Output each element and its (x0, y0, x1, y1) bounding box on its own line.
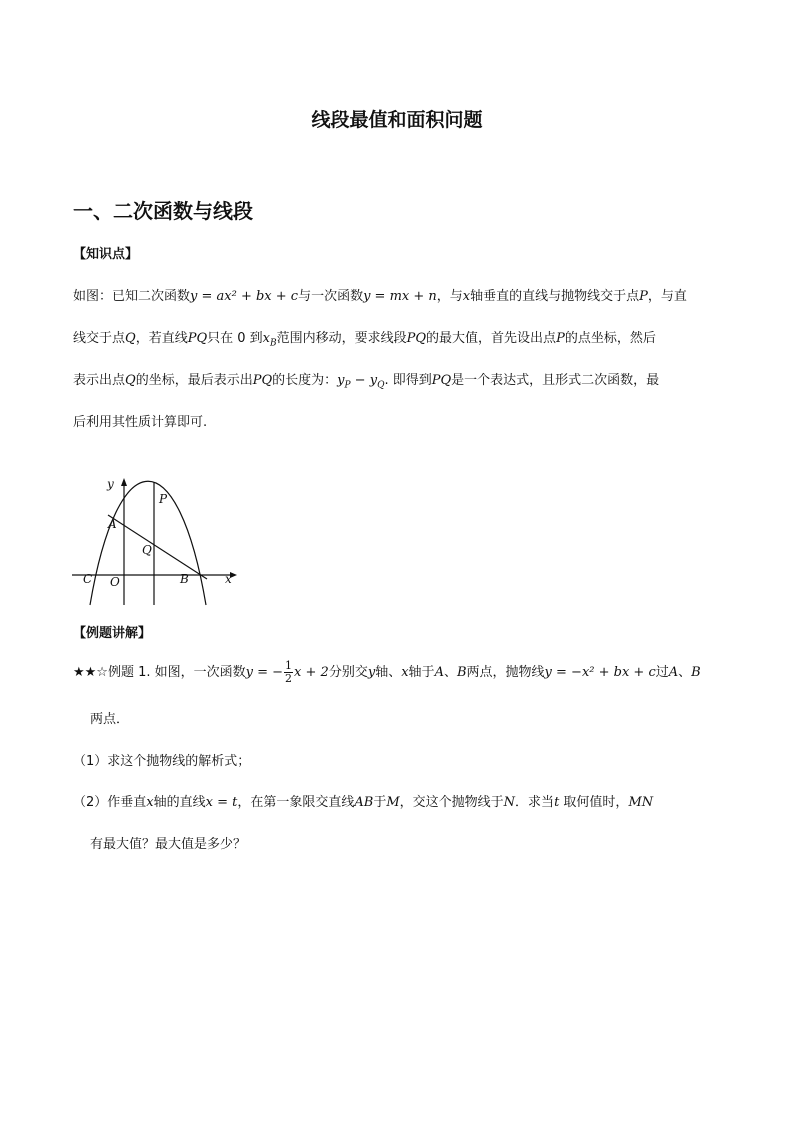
line-ab (108, 515, 207, 579)
knowledge-line-4: 后利用其性质计算即可. (73, 415, 208, 430)
label-q: Q (142, 543, 152, 557)
knowledge-line-3: 表示出点Q的坐标，最后表示出PQ的长度为：$y_P - y_Q$. 即得到PQ是一个表达式，且形式二次函数，最 (73, 373, 660, 391)
question-1: （1）求这个抛物线的解析式； (73, 754, 251, 769)
label-p: P (159, 492, 168, 506)
page-title: 线段最值和面积问题 (311, 109, 483, 131)
example-line-1: ★★☆例题 1. 如图，一次函数y = − $\frac{1}{2}$ x + 2分别交y轴、x轴于A、B两点，抛物线y = −x² + bx + c过A、B (73, 659, 701, 685)
parabola-figure (70, 470, 245, 610)
example-line-2: 两点． (90, 712, 130, 727)
label-y: y (107, 477, 114, 491)
fraction-half: $\frac{1}{2}$ (285, 659, 293, 685)
knowledge-line-2: 线交于点Q，若直线PQ只在 0 到$x_B$范围内移动，要求线段PQ的最大值，首先设出点P的点坐标，然后 (73, 331, 656, 349)
knowledge-tag: 【知识点】 (73, 247, 139, 262)
question-2-continued: 有最大值？最大值是多少？ (90, 837, 247, 852)
section-heading: 一、二次函数与线段 (73, 199, 253, 223)
knowledge-line-1: 如图：已知二次函数y = ax² + bx + c与一次函数y = mx + n，与x轴垂直的直线与抛物线交于点P，与直 (73, 289, 687, 304)
y-axis-arrow (121, 478, 127, 486)
label-a: A (108, 517, 117, 531)
question-2: （2）作垂直x轴的直线x = t，在第一象限交直线AB于M，交这个抛物线于N．求当t 取何值时，MN (73, 795, 654, 810)
label-c: C (83, 572, 93, 586)
example-tag: 【例题讲解】 (73, 626, 152, 641)
label-b: B (180, 572, 189, 586)
label-x: x (225, 572, 232, 586)
label-o: O (110, 575, 120, 589)
